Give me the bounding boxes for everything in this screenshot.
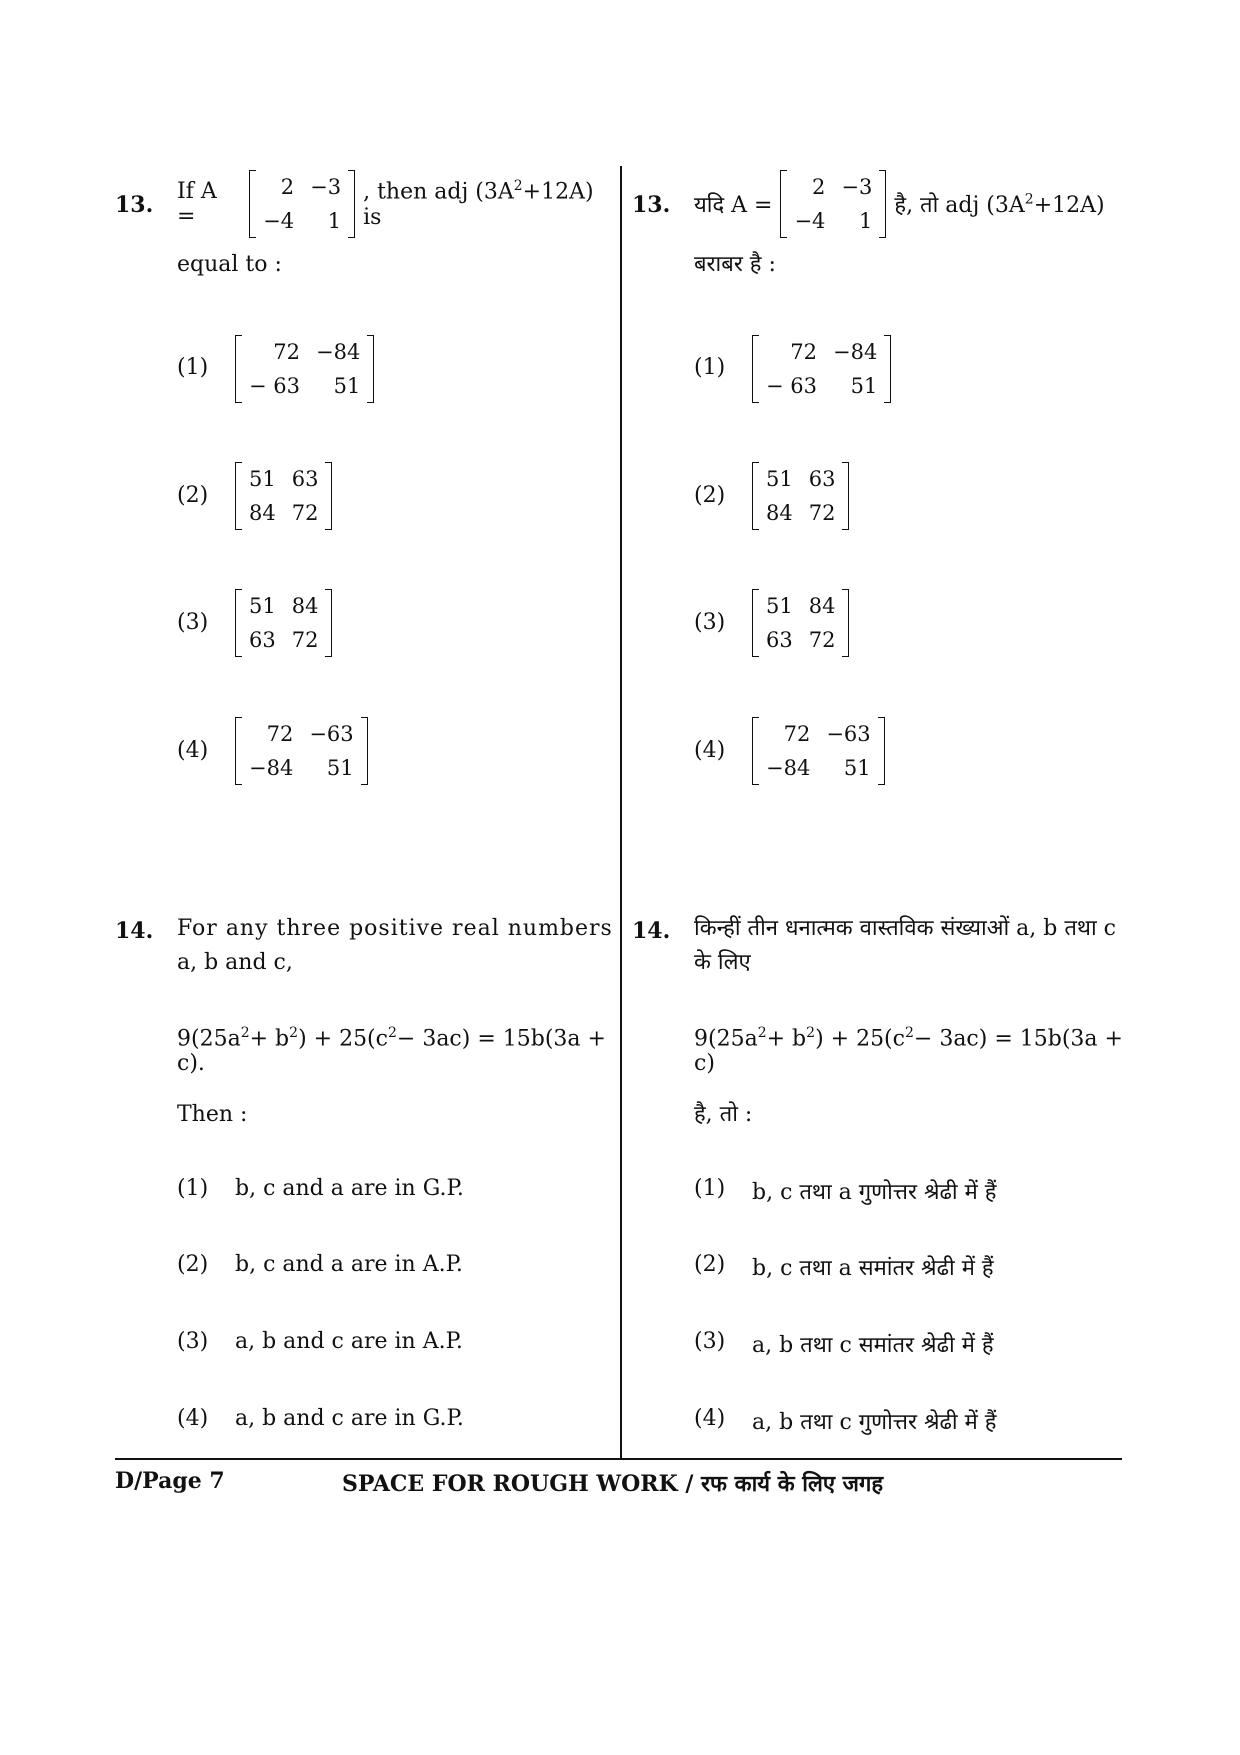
- question-14-stem-line1: For any three positive real numbers: [177, 916, 613, 941]
- page-label: D/Page 7: [115, 1468, 225, 1494]
- question-14-stem-line2: a, b and c,: [177, 950, 293, 975]
- matrix-cell: 51: [249, 594, 276, 618]
- matrix-cell: 72: [783, 722, 811, 746]
- option-text: a, b तथा c समांतर श्रेढी में हैं: [752, 1333, 994, 1358]
- option-4-matrix: [235, 717, 368, 785]
- question-14-then: Then :: [177, 1102, 248, 1127]
- matrix-cell: 84: [249, 501, 276, 525]
- stem-post: है, तो adj $(3A^2+12A)$: [894, 191, 1105, 218]
- matrix-cell: 72: [790, 340, 817, 364]
- matrix-cell: 84: [766, 501, 793, 525]
- question-13-stem: [694, 170, 1105, 238]
- matrix-cell: −84: [249, 756, 294, 780]
- option-label: (4): [694, 1406, 726, 1431]
- column-divider: [620, 166, 622, 1458]
- matrix-cell: −63: [826, 722, 871, 746]
- matrix-cell: − 63: [766, 374, 817, 398]
- matrix-cell: −4: [794, 209, 826, 233]
- question-14-number: 14.: [632, 918, 671, 944]
- matrix-cell: 51: [850, 374, 878, 398]
- question-14-equation: $9(25a^2+ b^2) + 25(c^2- 3ac) = 15b(3a + c)$: [694, 1025, 1123, 1077]
- option-label: (2): [177, 1252, 209, 1277]
- option-text: b, c तथा a गुणोत्तर श्रेढी में हैं: [752, 1180, 997, 1205]
- question-14-stem-line2: के लिए: [694, 950, 751, 975]
- question-14-number: 14.: [115, 918, 154, 944]
- option-text: a, b and c are in G.P.: [235, 1406, 464, 1431]
- matrix-cell: 51: [249, 467, 276, 491]
- matrix-cell: − 63: [249, 374, 300, 398]
- matrix-cell: 51: [326, 756, 354, 780]
- matrix-cell: −63: [309, 722, 354, 746]
- matrix-cell: 51: [843, 756, 871, 780]
- matrix-cell: −3: [310, 175, 342, 199]
- hindi-column: [632, 0, 1132, 1458]
- option-label: (3): [694, 610, 726, 635]
- matrix-cell: 72: [291, 628, 319, 652]
- option-label: (1): [694, 1176, 726, 1201]
- matrix-cell: 84: [808, 594, 836, 618]
- matrix-cell: 63: [249, 628, 276, 652]
- matrix-a: [780, 170, 886, 238]
- option-1-matrix: [235, 335, 374, 403]
- stem-post: , then adj $(3A^2+12A)$ is: [363, 178, 594, 230]
- matrix-cell: 51: [333, 374, 361, 398]
- option-label: (2): [694, 1252, 726, 1277]
- english-column: [115, 0, 615, 1458]
- option-text: a, b तथा c गुणोत्तर श्रेढी में हैं: [752, 1410, 997, 1435]
- option-label: (4): [177, 1406, 209, 1431]
- option-text: b, c and a are in G.P.: [235, 1176, 464, 1201]
- rough-work-note: SPACE FOR ROUGH WORK / रफ कार्य के लिए जगह: [342, 1471, 884, 1497]
- matrix-cell: 1: [327, 209, 342, 233]
- option-4-matrix: [752, 717, 885, 785]
- option-3-matrix: [235, 589, 332, 657]
- question-13-number: 13.: [632, 192, 671, 218]
- option-text: b, c तथा a समांतर श्रेढी में हैं: [752, 1256, 994, 1281]
- question-13-stem-line2: equal to :: [177, 252, 282, 277]
- matrix-cell: 72: [266, 722, 294, 746]
- matrix-cell: 1: [859, 209, 873, 233]
- matrix-cell: 72: [808, 501, 836, 525]
- option-text: a, b and c are in A.P.: [235, 1329, 463, 1354]
- option-label: (4): [177, 738, 209, 763]
- question-14-then: है, तो :: [694, 1102, 753, 1127]
- matrix-cell: 84: [291, 594, 319, 618]
- matrix-cell: 51: [766, 594, 793, 618]
- matrix-cell: 2: [280, 175, 295, 199]
- option-label: (3): [177, 610, 209, 635]
- matrix-cell: −84: [766, 756, 811, 780]
- option-3-matrix: [752, 589, 849, 657]
- question-14-equation: $9(25a^2+ b^2) + 25(c^2- 3ac) = 15b(3a + c)$.: [177, 1025, 606, 1077]
- matrix-cell: 51: [766, 467, 793, 491]
- matrix-a: [249, 170, 355, 238]
- option-label: (1): [177, 355, 209, 380]
- matrix-cell: −84: [316, 340, 361, 364]
- option-label: (1): [694, 355, 726, 380]
- matrix-cell: 2: [812, 175, 826, 199]
- option-label: (1): [177, 1176, 209, 1201]
- footer-rule: [115, 1458, 1122, 1460]
- option-2-matrix: [235, 462, 332, 530]
- matrix-cell: −3: [841, 175, 873, 199]
- option-text: b, c and a are in A.P.: [235, 1252, 463, 1277]
- stem-pre: यदि A =: [694, 193, 773, 218]
- matrix-cell: 63: [808, 467, 836, 491]
- matrix-cell: 63: [766, 628, 793, 652]
- question-13-stem-line2: बराबर है :: [694, 252, 776, 277]
- question-13-stem: [177, 170, 615, 238]
- option-label: (3): [177, 1329, 209, 1354]
- option-label: (4): [694, 738, 726, 763]
- matrix-cell: 72: [291, 501, 319, 525]
- option-label: (2): [177, 483, 209, 508]
- matrix-cell: 63: [291, 467, 319, 491]
- matrix-cell: 72: [273, 340, 300, 364]
- matrix-cell: −84: [833, 340, 878, 364]
- stem-pre: If A =: [177, 179, 217, 229]
- question-13-number: 13.: [115, 192, 154, 218]
- matrix-cell: −4: [263, 209, 295, 233]
- matrix-cell: 72: [808, 628, 836, 652]
- option-1-matrix: [752, 335, 891, 403]
- option-2-matrix: [752, 462, 849, 530]
- option-label: (3): [694, 1329, 726, 1354]
- question-14-stem-line1: किन्हीं तीन धनात्मक वास्तविक संख्याओं a, b तथा c: [694, 916, 1116, 941]
- option-label: (2): [694, 483, 726, 508]
